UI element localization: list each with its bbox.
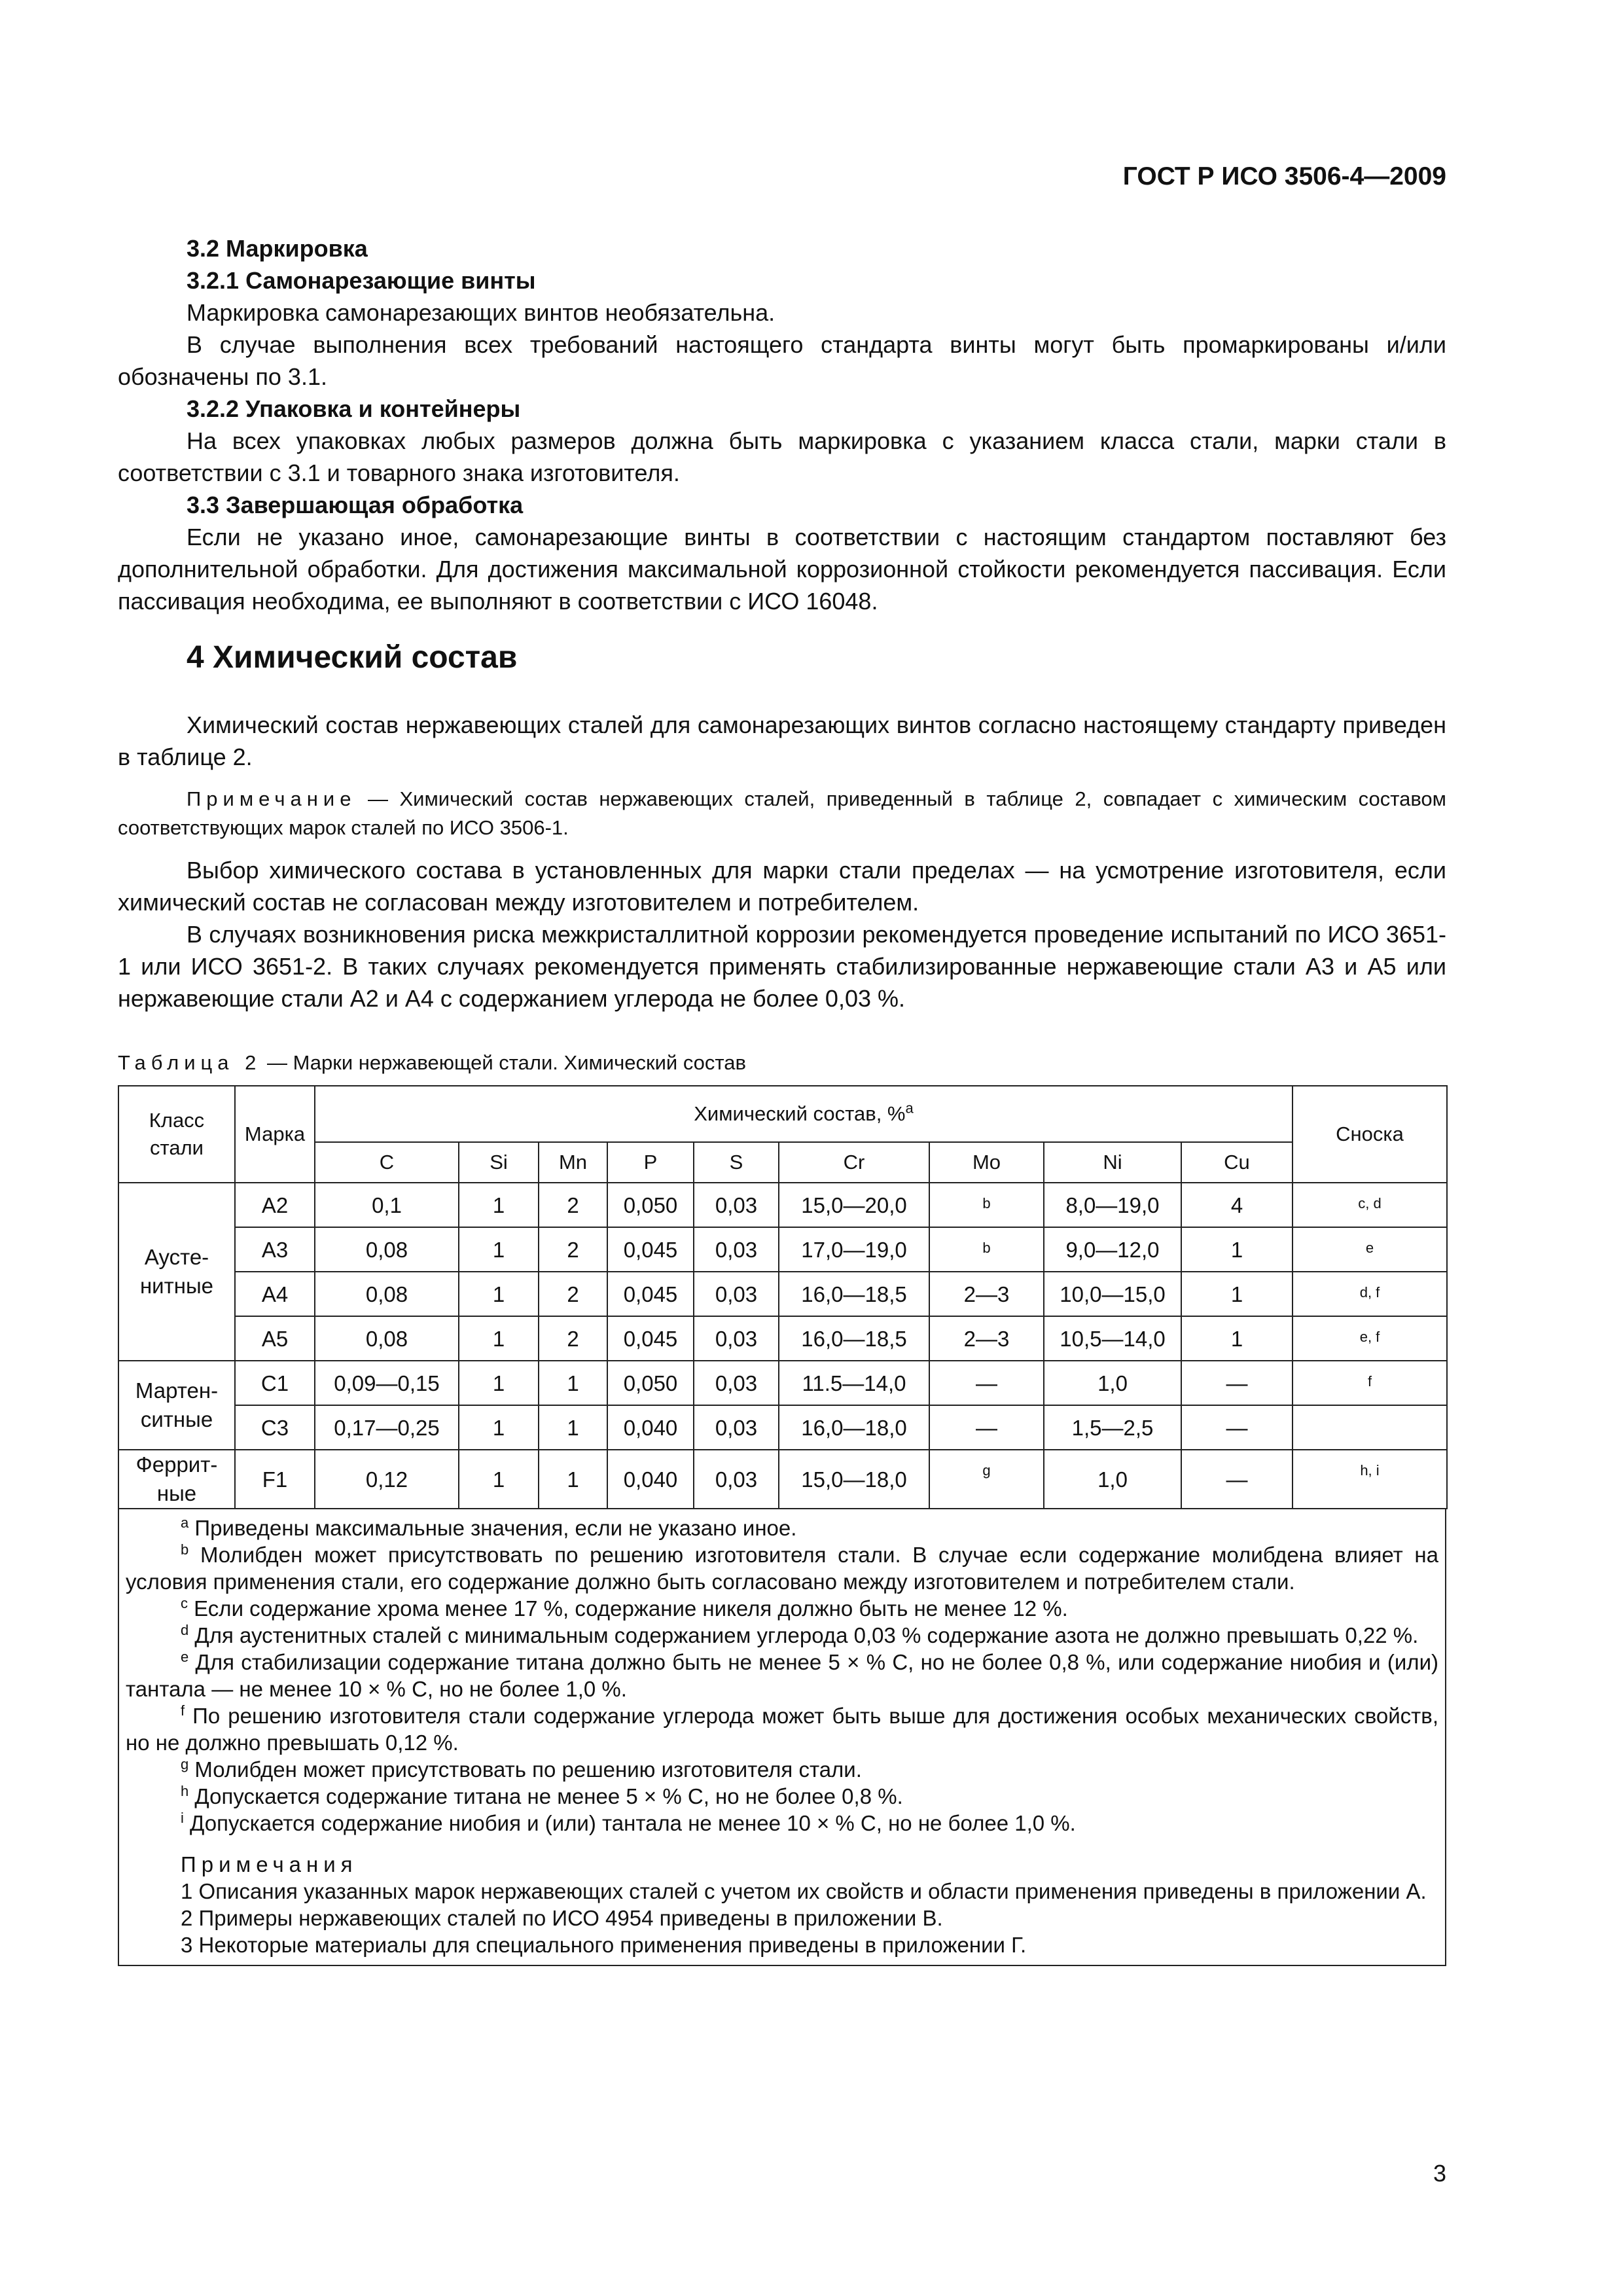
value-cell-mn: 1 bbox=[539, 1361, 607, 1405]
footnote-mark: g bbox=[181, 1756, 189, 1772]
value-cell-mo: 2—3 bbox=[929, 1272, 1044, 1316]
footnote-c bbox=[126, 1595, 1438, 1622]
value-cell-cr: 16,0—18,5 bbox=[779, 1316, 929, 1361]
section-3-3-para-1: Если не указано иное, самонарезающие винты в соответствии с настоящим стандартом поставляют без дополнительной обработки. Для достижения максимальной коррозионной стойкости рекомендуется пассивация. Если пассивация необходима, ее выполняют в соответствии с ИСО 16048. bbox=[118, 524, 1446, 615]
footnote-text: По решению изготовителя стали содержание углерода может быть выше для достижения особых механических свойств, но не должно превышать 0,12 %. bbox=[126, 1704, 1438, 1755]
value-cell-p: 0,040 bbox=[607, 1405, 694, 1450]
grade-cell: C3 bbox=[235, 1405, 315, 1450]
page-number: 3 bbox=[1433, 2160, 1446, 2187]
element-header-mo: Mo bbox=[929, 1142, 1044, 1183]
section-4-title: 4 Химический состав bbox=[187, 640, 518, 675]
value-cell-cu: — bbox=[1181, 1405, 1293, 1450]
value-cell-mn: 2 bbox=[539, 1316, 607, 1361]
value-cell-p: 0,045 bbox=[607, 1227, 694, 1272]
element-header-p: P bbox=[607, 1142, 694, 1183]
section-3-2-2-para-1: На всех упаковках любых размеров должна быть маркировка с указанием класса стали, марки стали в соответствии с 3.1 и товарного знака изготовителя. bbox=[118, 427, 1446, 486]
element-header-ni: Ni bbox=[1044, 1142, 1181, 1183]
value-cell-cu: 4 bbox=[1181, 1183, 1293, 1227]
value-cell-ni: 9,0—12,0 bbox=[1044, 1227, 1181, 1272]
value-cell-mn: 1 bbox=[539, 1450, 607, 1509]
value-cell-ni: 8,0—19,0 bbox=[1044, 1183, 1181, 1227]
steel-class-cell: Мартен- ситные bbox=[118, 1361, 235, 1450]
value-cell-s: 0,03 bbox=[694, 1405, 779, 1450]
footnote-i bbox=[126, 1810, 1438, 1837]
footnote-text: Приведены максимальные значения, если не указано иное. bbox=[188, 1516, 797, 1540]
value-cell-mo: 2—3 bbox=[929, 1316, 1044, 1361]
section-3-3-title: 3.3 Завершающая обработка bbox=[187, 492, 524, 518]
table-row bbox=[118, 1361, 1447, 1405]
grade-cell: A4 bbox=[235, 1272, 315, 1316]
value-cell-ni: 1,0 bbox=[1044, 1450, 1181, 1509]
value-cell-cr: 16,0—18,5 bbox=[779, 1272, 929, 1316]
value-cell-p: 0,045 bbox=[607, 1272, 694, 1316]
section-4-para-3: В случаях возникновения риска межкристаллитной коррозии рекомендуется проведение испытаний по ИСО 3651-1 или ИСО 3651-2. В таких случаях рекомендуется применять стабилизированные нержавеющие стали А3 и А5 или нержавеющие стали А2 и А4 с содержанием углерода не более 0,03 %. bbox=[118, 921, 1446, 1012]
footnote-ref-cell: c, d bbox=[1293, 1183, 1447, 1227]
footnote-f bbox=[126, 1702, 1438, 1756]
table-row bbox=[118, 1227, 1447, 1272]
footnote-text: Допускается содержание ниобия и (или) тантала не менее 10 × % С, но не более 1,0 %. bbox=[183, 1811, 1076, 1835]
value-cell-si: 1 bbox=[459, 1450, 539, 1509]
element-header-mn: Mn bbox=[539, 1142, 607, 1183]
value-cell-si: 1 bbox=[459, 1361, 539, 1405]
value-cell-mo: — bbox=[929, 1361, 1044, 1405]
footnote-g bbox=[126, 1756, 1438, 1783]
header-steel-class: Класс стали bbox=[118, 1086, 235, 1183]
chemical-composition-table bbox=[118, 1085, 1448, 1509]
value-cell-si: 1 bbox=[459, 1272, 539, 1316]
table-body bbox=[118, 1183, 1447, 1509]
value-cell-cr: 16,0—18,0 bbox=[779, 1405, 929, 1450]
value-cell-cr: 15,0—18,0 bbox=[779, 1450, 929, 1509]
value-cell-s: 0,03 bbox=[694, 1450, 779, 1509]
value-cell-cu: 1 bbox=[1181, 1227, 1293, 1272]
value-cell-s: 0,03 bbox=[694, 1227, 779, 1272]
value-cell-s: 0,03 bbox=[694, 1183, 779, 1227]
value-cell-si: 1 bbox=[459, 1405, 539, 1450]
notes-title: Примечания bbox=[181, 1852, 358, 1876]
value-cell-cr: 11.5—14,0 bbox=[779, 1361, 929, 1405]
value-cell-mn: 2 bbox=[539, 1227, 607, 1272]
value-cell-cu: — bbox=[1181, 1361, 1293, 1405]
steel-class-cell: Аусте- нитные bbox=[118, 1183, 235, 1361]
footnote-mark: i bbox=[181, 1810, 184, 1826]
header-footnote-ref: a bbox=[905, 1100, 914, 1117]
footnote-mark: d bbox=[181, 1622, 189, 1638]
value-cell-ni: 10,5—14,0 bbox=[1044, 1316, 1181, 1361]
table-note: 3 Некоторые материалы для специального применения приведены в приложении Г. bbox=[181, 1933, 1027, 1957]
steel-class-cell: Феррит- ные bbox=[118, 1450, 235, 1509]
value-cell-mo: g bbox=[929, 1450, 1044, 1509]
footnote-text: Допускается содержание титана не менее 5 × % С, но не более 0,8 %. bbox=[188, 1784, 903, 1808]
grade-cell: A3 bbox=[235, 1227, 315, 1272]
value-cell-s: 0,03 bbox=[694, 1272, 779, 1316]
footnote-mark: c bbox=[181, 1595, 188, 1611]
value-cell-cu: 1 bbox=[1181, 1316, 1293, 1361]
table-row bbox=[118, 1316, 1447, 1361]
table-row bbox=[118, 1272, 1447, 1316]
value-cell-p: 0,050 bbox=[607, 1183, 694, 1227]
grade-cell: C1 bbox=[235, 1361, 315, 1405]
value-cell-cu: — bbox=[1181, 1450, 1293, 1509]
element-header-s: S bbox=[694, 1142, 779, 1183]
footnote-mark: h bbox=[181, 1783, 189, 1799]
footnote-mark: e bbox=[181, 1649, 189, 1665]
value-cell-ni: 10,0—15,0 bbox=[1044, 1272, 1181, 1316]
value-cell-ni: 1,5—2,5 bbox=[1044, 1405, 1181, 1450]
value-cell-c: 0,1 bbox=[315, 1183, 459, 1227]
element-header-cr: Cr bbox=[779, 1142, 929, 1183]
value-cell-p: 0,045 bbox=[607, 1316, 694, 1361]
grade-cell: F1 bbox=[235, 1450, 315, 1509]
footnote-mark: f bbox=[181, 1702, 185, 1719]
value-cell-c: 0,17—0,25 bbox=[315, 1405, 459, 1450]
value-cell-si: 1 bbox=[459, 1183, 539, 1227]
value-cell-mn: 2 bbox=[539, 1272, 607, 1316]
value-cell-p: 0,050 bbox=[607, 1361, 694, 1405]
footnote-ref-cell: e, f bbox=[1293, 1316, 1447, 1361]
section-4-para-2: Выбор химического состава в установленных для марки стали пределах — на усмотрение изготовителя, если химический состав не согласован между изготовителем и потребителем. bbox=[118, 857, 1446, 916]
footnote-mark: b bbox=[181, 1541, 189, 1558]
footnote-ref-cell: d, f bbox=[1293, 1272, 1447, 1316]
value-cell-mo: b bbox=[929, 1183, 1044, 1227]
section-4-note bbox=[118, 785, 1446, 842]
element-header-cu: Cu bbox=[1181, 1142, 1293, 1183]
footnote-h bbox=[126, 1783, 1438, 1810]
footnote-text: Молибден может присутствовать по решению изготовителя стали. В случае если содержание молибдена влияет на условия применения стали, его содержание должно быть согласовано между изготовителем и потребителем стали. bbox=[126, 1543, 1438, 1594]
note-label: Примечание bbox=[187, 787, 357, 810]
footnote-list bbox=[126, 1515, 1438, 1837]
footnote-ref-cell bbox=[1293, 1405, 1447, 1450]
footnote-e bbox=[126, 1649, 1438, 1702]
element-header-row bbox=[118, 1142, 1447, 1183]
footnote-ref-cell: h, i bbox=[1293, 1450, 1447, 1509]
table-row bbox=[118, 1450, 1447, 1509]
header-footnote: Сноска bbox=[1293, 1086, 1447, 1183]
table-row bbox=[118, 1183, 1447, 1227]
table-caption bbox=[118, 1049, 1446, 1077]
table-caption-text: — Марки нержавеющей стали. Химический состав bbox=[261, 1051, 746, 1074]
note-text: — Химический состав нержавеющих сталей, приведенный в таблице 2, совпадает с химическим составом соответствующих марок сталей по ИСО 3506-1. bbox=[118, 787, 1446, 839]
value-cell-mo: b bbox=[929, 1227, 1044, 1272]
value-cell-mn: 2 bbox=[539, 1183, 607, 1227]
value-cell-si: 1 bbox=[459, 1227, 539, 1272]
grade-cell: A5 bbox=[235, 1316, 315, 1361]
value-cell-s: 0,03 bbox=[694, 1361, 779, 1405]
section-3-2-1-title: 3.2.1 Самонарезающие винты bbox=[187, 267, 536, 294]
section-3-2-title: 3.2 Маркировка bbox=[187, 235, 368, 262]
footnote-mark: a bbox=[181, 1515, 189, 1531]
footnote-text: Для стабилизации содержание титана должно быть не менее 5 × % С, но не более 0,8 %, или содержание ниобия и (или) тантала — не менее 10 × % С, но не более 1,0 %. bbox=[126, 1650, 1438, 1701]
value-cell-mo: — bbox=[929, 1405, 1044, 1450]
footnote-text: Молибден может присутствовать по решению изготовителя стали. bbox=[188, 1757, 862, 1782]
table-caption-label: Таблица 2 bbox=[118, 1051, 262, 1074]
table-note: 2 Примеры нержавеющих сталей по ИСО 4954 приведены в приложении В. bbox=[181, 1906, 943, 1930]
footnote-ref-cell: f bbox=[1293, 1361, 1447, 1405]
notes-list bbox=[126, 1878, 1438, 1958]
value-cell-cu: 1 bbox=[1181, 1272, 1293, 1316]
footnote-ref-cell: e bbox=[1293, 1227, 1447, 1272]
element-header-si: Si bbox=[459, 1142, 539, 1183]
table-row bbox=[118, 1405, 1447, 1450]
value-cell-c: 0,08 bbox=[315, 1227, 459, 1272]
value-cell-cr: 15,0—20,0 bbox=[779, 1183, 929, 1227]
value-cell-c: 0,08 bbox=[315, 1316, 459, 1361]
value-cell-mn: 1 bbox=[539, 1405, 607, 1450]
footnote-text: Для аустенитных сталей с минимальным содержанием углерода 0,03 % содержание азота не должно превышать 0,22 %. bbox=[188, 1623, 1419, 1647]
footnote-a bbox=[126, 1515, 1438, 1541]
document-code: ГОСТ Р ИСО 3506-4—2009 bbox=[1122, 162, 1446, 190]
page-content bbox=[118, 232, 1446, 1966]
element-header-c: C bbox=[315, 1142, 459, 1183]
section-3-2-1-para-1: Маркировка самонарезающих винтов необязательна. bbox=[187, 299, 776, 326]
value-cell-s: 0,03 bbox=[694, 1316, 779, 1361]
value-cell-si: 1 bbox=[459, 1316, 539, 1361]
value-cell-c: 0,09—0,15 bbox=[315, 1361, 459, 1405]
value-cell-c: 0,12 bbox=[315, 1450, 459, 1509]
footnote-text: Если содержание хрома менее 17 %, содержание никеля должно быть не менее 12 %. bbox=[188, 1596, 1068, 1621]
grade-cell: A2 bbox=[235, 1183, 315, 1227]
section-3-2-1-para-2: В случае выполнения всех требований настоящего стандарта винты могут быть промаркированы и/или обозначены по 3.1. bbox=[118, 331, 1446, 390]
value-cell-p: 0,040 bbox=[607, 1450, 694, 1509]
section-4-para-1: Химический состав нержавеющих сталей для самонарезающих винтов согласно настоящему стандарту приведен в таблице 2. bbox=[118, 711, 1446, 770]
value-cell-cr: 17,0—19,0 bbox=[779, 1227, 929, 1272]
section-3-2-2-title: 3.2.2 Упаковка и контейнеры bbox=[187, 395, 521, 422]
header-chemical-composition: Химический состав, %$^a$ bbox=[315, 1086, 1293, 1142]
table-note: 1 Описания указанных марок нержавеющих сталей с учетом их свойств и области применения приведены в приложении А. bbox=[181, 1879, 1427, 1903]
table-footnotes bbox=[118, 1509, 1446, 1966]
header-grade: Марка bbox=[235, 1086, 315, 1183]
footnote-d bbox=[126, 1622, 1438, 1649]
value-cell-c: 0,08 bbox=[315, 1272, 459, 1316]
footnote-b bbox=[126, 1541, 1438, 1595]
value-cell-ni: 1,0 bbox=[1044, 1361, 1181, 1405]
